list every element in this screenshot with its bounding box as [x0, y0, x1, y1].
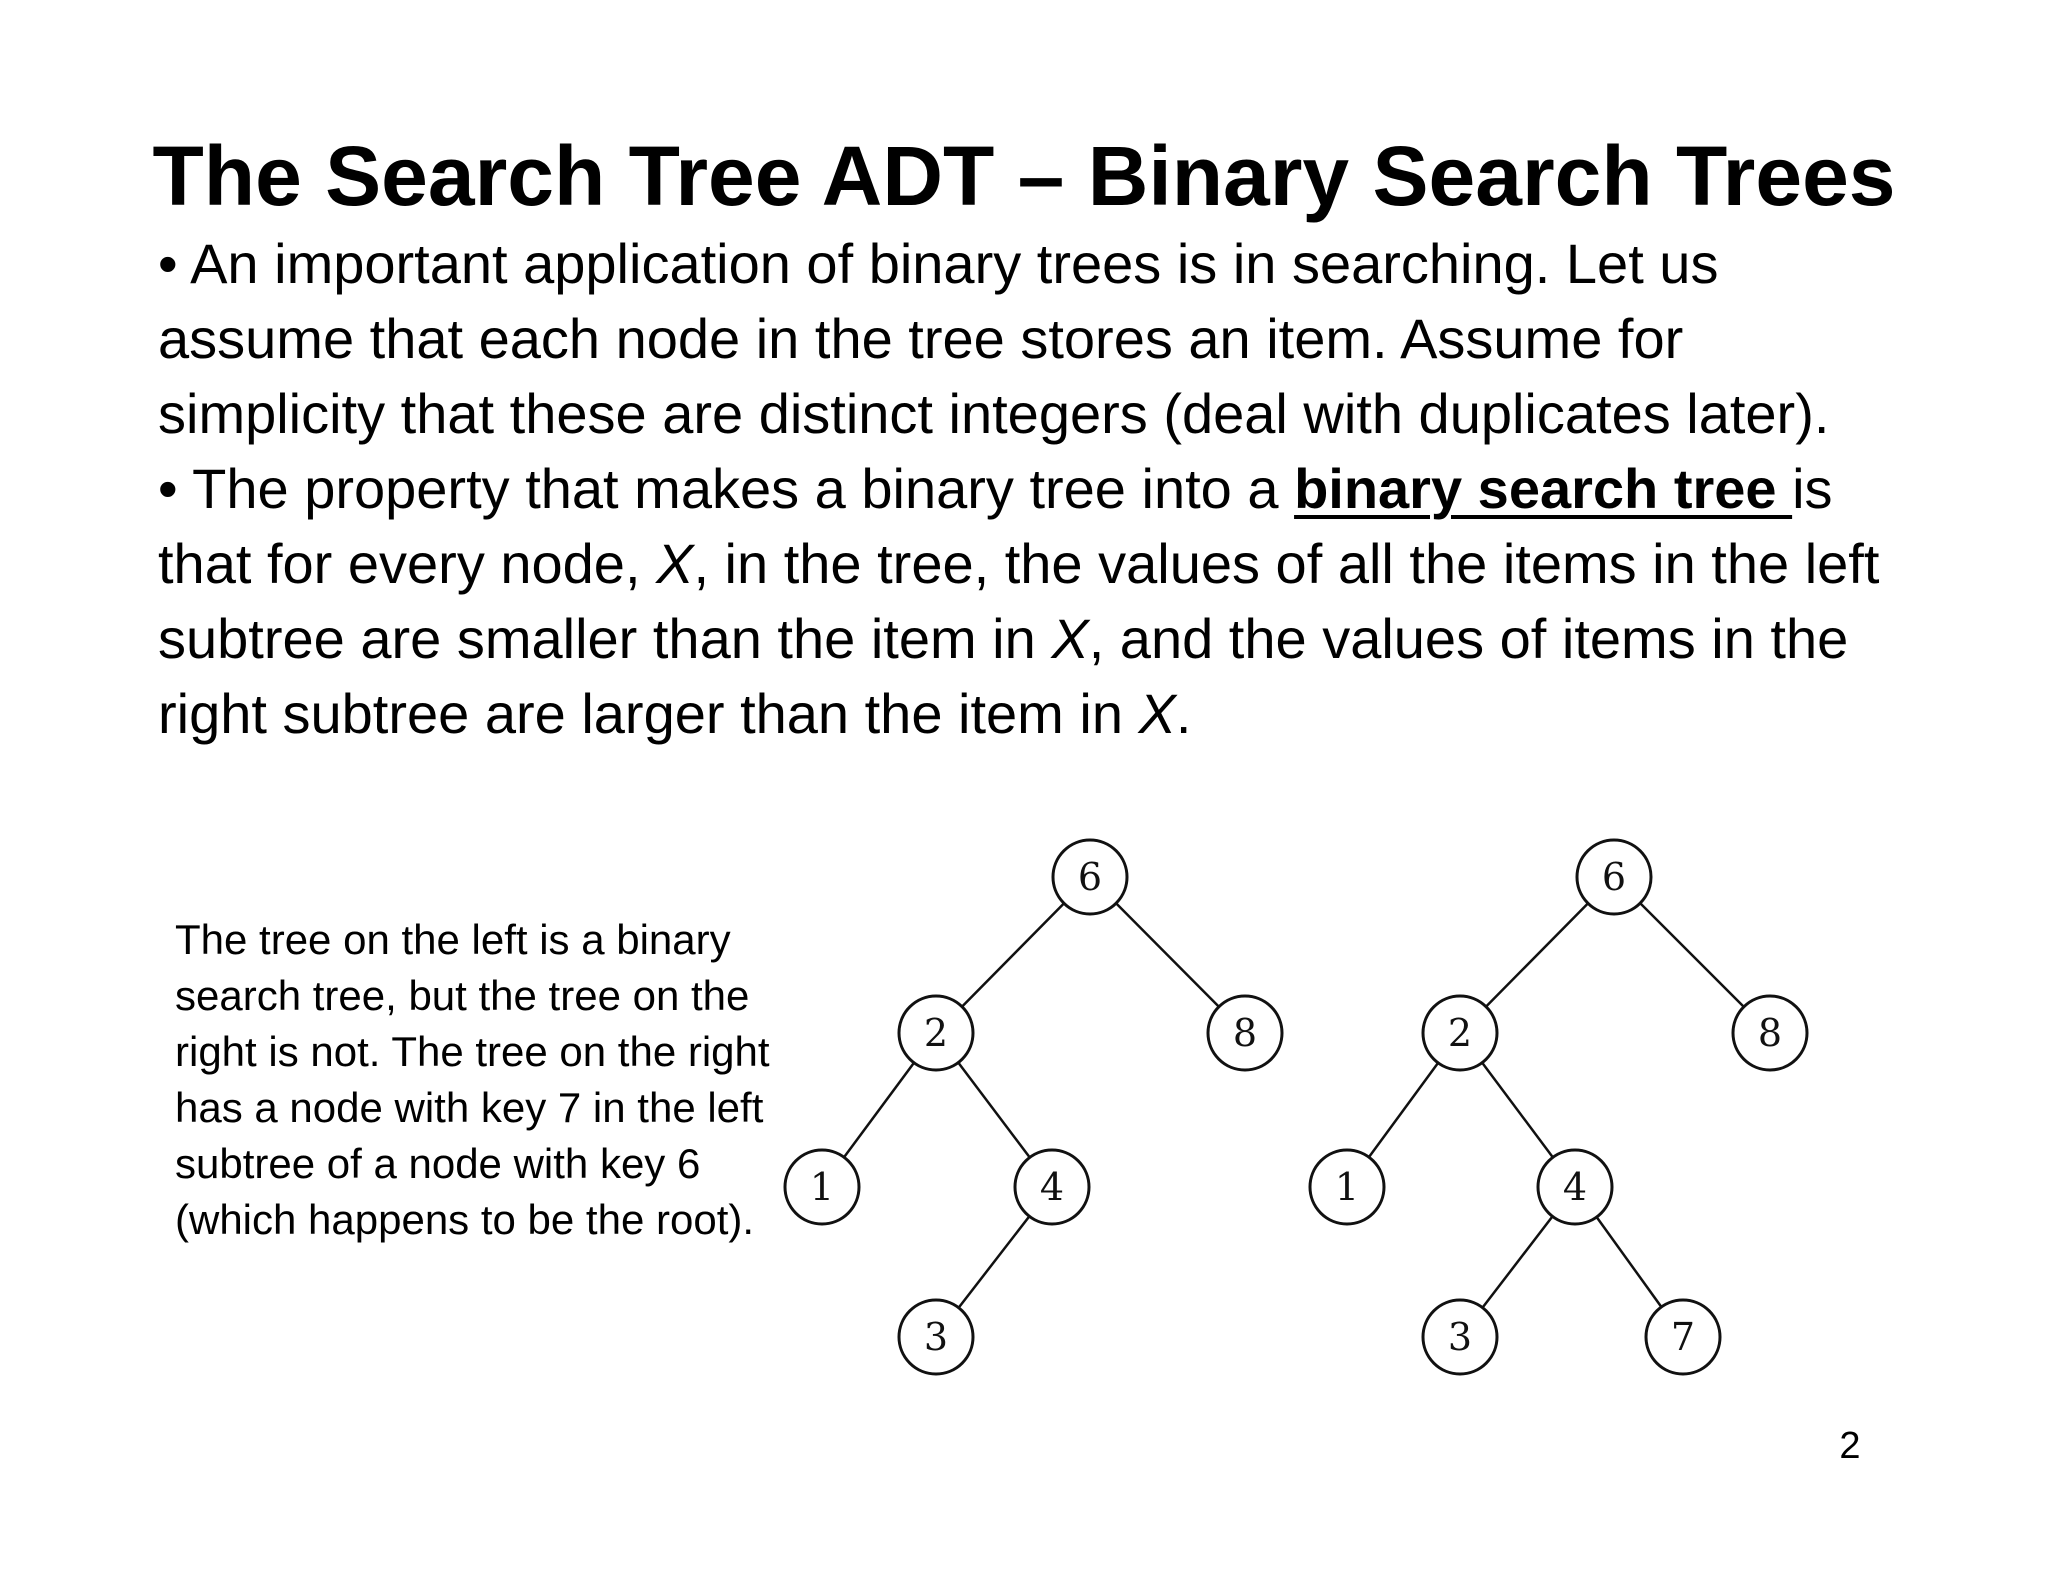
figure-caption: The tree on the left is a binary search tree, but the tree on the right is not. The tree on the right has a node with key 7 in the left subtree of a node with key 6 (which happens to be the root). — [175, 916, 770, 1243]
node-label: 8 — [1757, 1011, 1783, 1055]
tree-node — [1423, 1300, 1497, 1374]
tree-node — [1733, 996, 1807, 1070]
node-label: 2 — [923, 1011, 949, 1055]
variable-x: X — [656, 532, 694, 595]
node-label: 1 — [809, 1165, 835, 1209]
term-binary-search-tree: binary search tree — [1294, 457, 1793, 520]
bullet-2-text-b: , in the tree, the values of all the items in the left subtree are smaller than the item in — [158, 532, 1880, 670]
node-label: 4 — [1039, 1165, 1065, 1209]
tree-left — [785, 840, 1282, 1374]
node-label: 2 — [1447, 1011, 1473, 1055]
tree-node — [1015, 1150, 1089, 1224]
slide-title: The Search Tree ADT – Binary Search Trees — [152, 129, 1896, 223]
bullet-1: • An important application of binary trees is in searching. Let us assume that each node in the tree stores an item. Assume for simplicity that these are distinct integers (deal with duplicates later). — [158, 232, 1830, 445]
tree-node — [1423, 996, 1497, 1070]
tree-node — [1053, 840, 1127, 914]
node-label: 3 — [1447, 1315, 1473, 1359]
node-label: 6 — [1077, 855, 1103, 899]
page-number: 2 — [1839, 1425, 1861, 1467]
tree-node — [899, 996, 973, 1070]
tree-node — [1310, 1150, 1384, 1224]
variable-x: X — [1051, 607, 1089, 670]
bullet-2-prefix: • The property that makes a binary tree into a — [158, 457, 1295, 520]
node-label: 4 — [1562, 1165, 1588, 1209]
tree-node — [1577, 840, 1651, 914]
tree-right — [1310, 840, 1807, 1374]
tree-node — [785, 1150, 859, 1224]
tree-node — [1646, 1300, 1720, 1374]
node-label: 1 — [1334, 1165, 1360, 1209]
node-label: 6 — [1601, 855, 1627, 899]
variable-x: X — [1138, 682, 1176, 745]
tree-node — [899, 1300, 973, 1374]
tree-node — [1208, 996, 1282, 1070]
bullet-2-text-a: is that for every node, — [158, 457, 1833, 595]
node-label: 3 — [923, 1315, 949, 1359]
bullet-2-end: . — [1175, 682, 1192, 745]
node-label: 7 — [1670, 1315, 1696, 1359]
node-label: 8 — [1232, 1011, 1258, 1055]
tree-node — [1538, 1150, 1612, 1224]
bullet-2-text-c: , and the values of items in the right subtree are larger than the item in — [158, 607, 1849, 745]
